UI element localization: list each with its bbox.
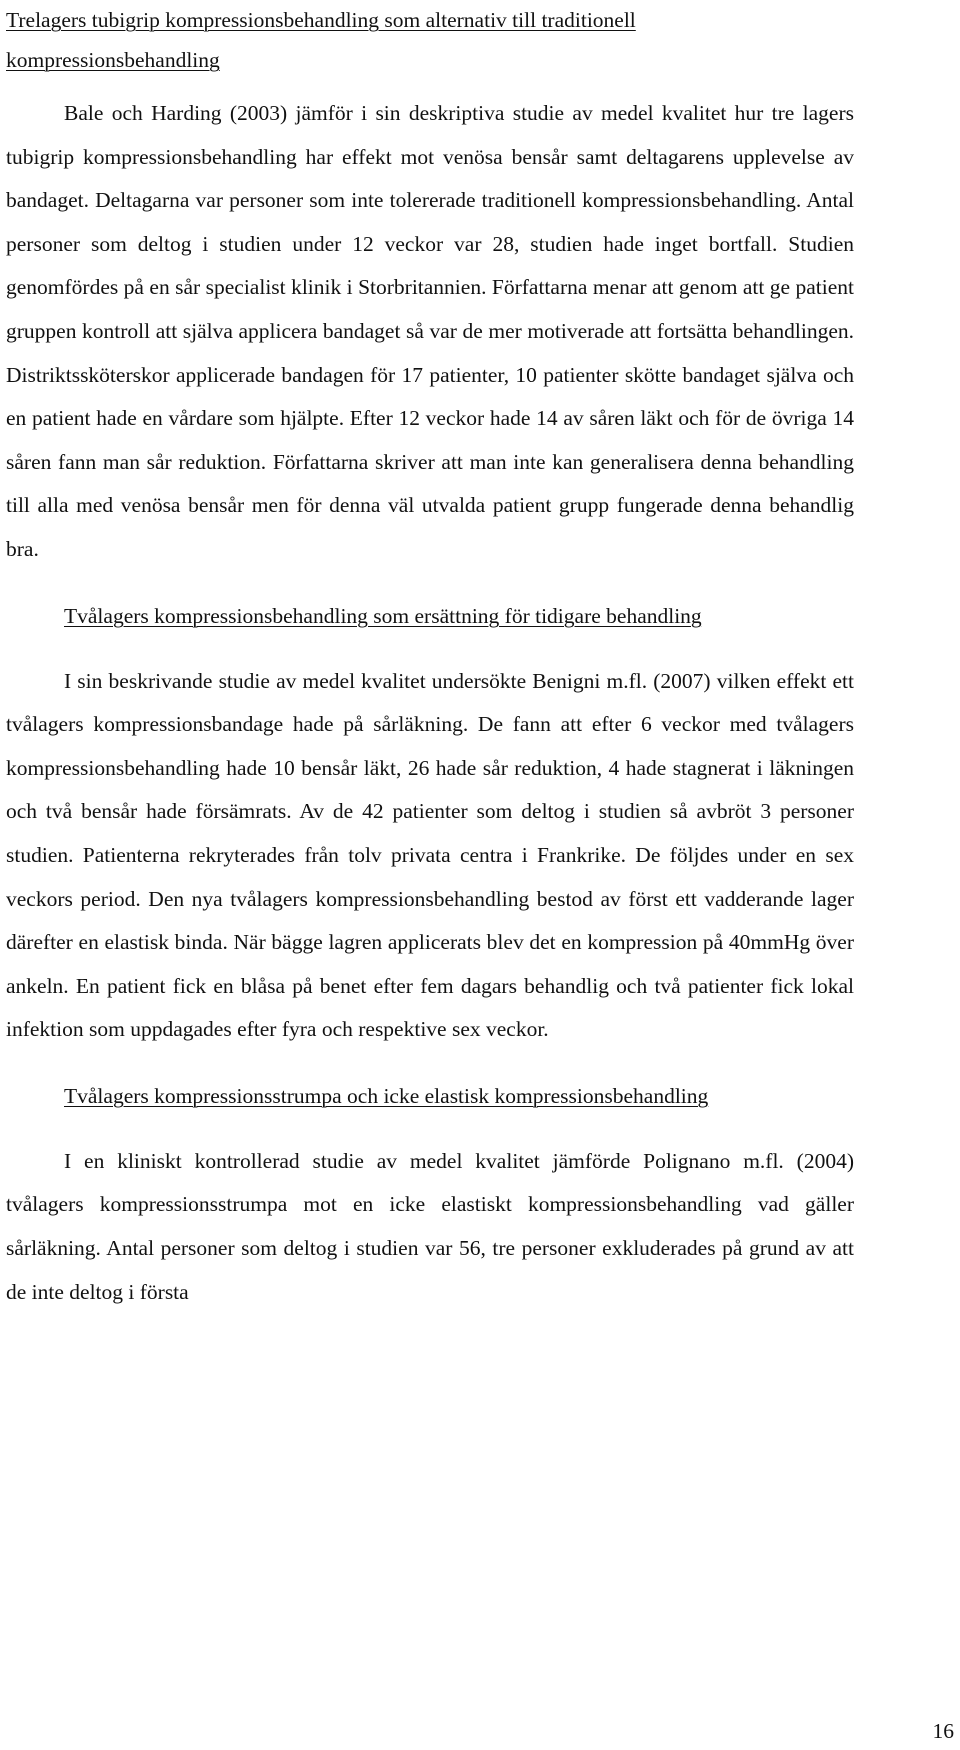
section-heading-trelagers: Trelagers tubigrip kompressionsbehandling som alternativ till traditionell kompressionsbehandling: [6, 8, 636, 72]
section-heading-tvalagers-strumpa: Tvålagers kompressionsstrumpa och icke elastisk kompressionsbehandling: [64, 1083, 709, 1108]
section-paragraph-trelagers: Bale och Harding (2003) jämför i sin deskriptiva studie av medel kvalitet hur tre lagers tubigrip kompressionsbehandling har effekt mot venösa bensår samt deltagarens upplevelse av bandaget. Deltagarna var personer som inte tolererade traditionell kompressionsbehandling. Antal personer som deltog i studien under 12 veckor var 28, studien hade inget bortfall. Studien genomfördes på en sår specialist klinik i Storbritannien. Författarna menar att genom att ge patient gruppen kontroll att själva applicera bandaget så var de mer motiverade att fortsätta behandlingen. Distriktssköterskor applicerade bandagen för 17 patienter, 10 patienter skötte bandaget själva och en patient hade en vårdare som hjälpte. Efter 12 veckor hade 14 av såren läkt och för de övriga 14 såren fann man sår reduktion. Författarna skriver att man inte kan generalisera denna behandling till alla med venösa bensår men för denna väl utvalda patient grupp fungerade denna behandlig bra.: [6, 101, 854, 561]
section-heading-tvalagers-ersattning: Tvålagers kompressionsbehandling som ersättning för tidigare behandling: [64, 603, 702, 628]
section-paragraph-tvalagers-ersattning: I sin beskrivande studie av medel kvalitet undersökte Benigni m.fl. (2007) vilken effekt ett tvålagers kompressionsbandage hade på sårläkning. De fann att efter 6 veckor med tvålagers kompressionsbehandling hade 10 bensår läkt, 26 hade sår reduktion, 4 hade stagnerat i läkningen och två bensår hade försämrats. Av de 42 patienter som deltog i studien så avbröt 3 personer studien. Patienterna rekryterades från tolv privata centra i Frankrike. De följdes under en sex veckors period. Den nya tvålagers kompressionsbehandling bestod av först ett vadderande lager därefter en elastisk binda. När bägge lagren applicerats blev det en kompression på 40mmHg över ankeln. En patient fick en blåsa på benet efter fem dagars behandlig och två patienter fick lokal infektion som uppdagades efter fyra och respektive sex veckor.: [6, 668, 854, 1042]
document-page: [6, 0, 854, 1314]
section-paragraph-tvalagers-strumpa: I en kliniskt kontrollerad studie av medel kvalitet jämförde Polignano m.fl. (2004) tvålagers kompressionsstrumpa mot en icke elastiskt kompressionsbehandling vad gäller sårläkning. Antal personer som deltog i studien var 56, tre personer exkluderades på grund av att de inte deltog i första: [6, 1148, 854, 1304]
page-number: 16: [932, 1719, 954, 1743]
